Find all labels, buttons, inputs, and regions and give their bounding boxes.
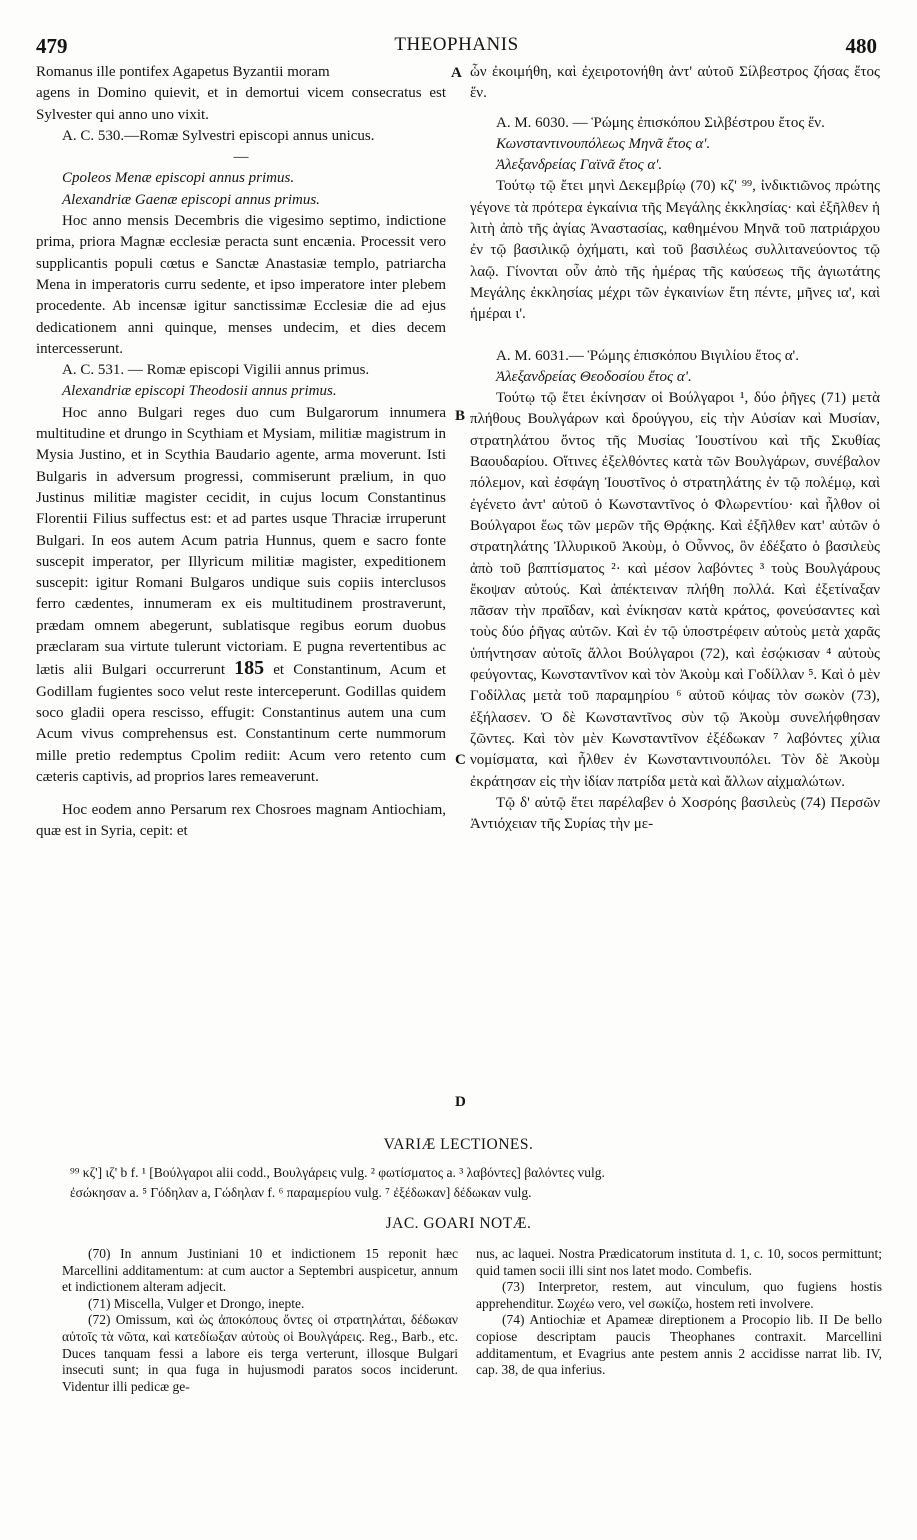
marginal-number-185: 185 [234,657,265,680]
margin-letter-d: D [455,1094,466,1110]
variae-lectiones [70,1163,870,1203]
variae-lectiones-title: VARIÆ LECTIONES. [383,1136,534,1153]
latin-paragraph-chosroes: Hoc eodem anno Persarum rex Chosroes magnam Antiochiam, quæ est in Syria, cepit: et [36,802,446,840]
latin-dash: — [233,149,249,166]
greek-paragraph-chosroes: Τῷ δ' αὐτῷ ἔτει παρέλαβεν ὁ Χοσρόης βασιλεὺς (74) Περσῶν Ἀντιόχειαν τῆς Συρίας τὴν με- [470,794,880,833]
page-number-right: 480 [845,34,877,58]
latin-heading-theodosii: Alexandriæ episcopi Theodosii annus primus. [62,383,337,400]
latin-paragraph-bulgari: Hoc anno Bulgari reges duo cum Bulgarorum innumera multitudine et drungo in Scythiam et Mysiam, militiæ magistrum in Mysia Justino, et in Scythia Baudario agente, arma moverunt. Isti Bulgaris in adversum progressi, commiserunt prælium, in quo Justinus militiæ magister cecidit, in cujus locum Constantinus Florentii Filius suffectus est: et ad partes usque Thraciæ irruperunt Bulgari. In eos autem Acum patria Hunnus, quem e sacro fonte suscepit imperator, per Illyricum militiæ magister, expeditionem suscepit: igitur Romani Bulgaros undique suis copiis interclusos ferro cædentes, innumeram ex eis multitudinem prostraverunt, prædam omnem abegerunt, sublatisque regibus eorum duobus præclaram sua virtute tulerunt victoriam. E pugna revertentibus ac lætis alii Bulgari occurrerunt 185 et Constantinum, Acum et Godillam fugientes soco velut reste interceperunt. Godillas quidem soco gladii opera rescisso, effugit: Constantinus autem una cum Acum vivus comprehensus est. Constantinum certe nummorum mille pretio redemptus Cpolim rediit: Acum vero retento cum cæteris captivis, ad proprios lares remeaverunt. [36,404,447,785]
latin-para-0: agens in Domino quievit, et in demortui vicem consecratus est Sylvester qui anno uno vixit. [36,85,446,123]
note-72-cont: nus, ac laquei. Nostra Prædicatorum instituta d. 1, c. 10, socos permittunt; quid tamen socii illi sint nos latet modo. Combefis. [476,1246,882,1278]
latin-paragraph-encaenia: Hoc anno mensis Decembris die vigesimo septimo, indictione prima, priora Magnæ ecclesiæ peracta sunt encænia. Processit vero supplicantis populi cœtus e Sanctæ Anastasiæ templo, patriarcha Mena in imperatoris curru sedente, et ipso imperatore inter plebem procedente. Ab incensæ igitur sanctissimæ Ecclesiæ die ad ejus dedicationem anni quinque, menses undecim, et dies decem intercesserunt. [36,213,446,357]
margin-letter-a: A [451,65,462,81]
latin-heading-cpoleos: Cpoleos Menæ episcopi annus primus. [62,170,295,187]
variae-line-1: ⁹⁹ κζ'] ιζ' b f. ¹ [Βούλγαροι alii codd., Βουλγάρεις vulg. ² φωτίσματος a. ³ λαβόντες] βαλόντες vulg. [70,1165,605,1180]
variae-line-2: ἐσώκησαν a. ⁵ Γόδηλαν a, Γώδηλαν f. ⁶ παραμερίου vulg. ⁷ ἐξέδωκαν] δέδωκαν vulg. [70,1185,532,1200]
latin-heading-531: A. C. 531. — Romæ episcopi Vigilii annus primus. [62,362,370,379]
latin-heading-alexandria: Alexandriæ Gaenæ episcopi annus primus. [62,191,320,208]
greek-paragraph-encaenia: Τούτῳ τῷ ἔτει μηνὶ Δεκεμβρίῳ (70) κζ' ⁹⁹, ἰνδικτιῶνος πρώτης γέγονε τὰ πρότερα ἐγκαίνια τῆς Μεγάλης ἐκκλησίας· καὶ ἐξῆλθεν ἡ λιτὴ ἀπὸ τῆς ἁγίας Ἀναστασίας, καθημένου Μηνᾶ τοῦ πατριάρχου ἐν τῷ βασιλικῷ ὀχήματι, καὶ τοῦ βασιλέως συλλιτανεύοντος τῷ λαῷ. Γίνονται οὖν ἀπὸ τῆς ἡμέρας τῆς καύσεως τῆς ἁγιωτάτης Μεγάλης ἐκκλησίας μέχρι τῶν ἐγκαινίων ἔτη πέντε, μῆνες ια', καὶ ἡμέραι ι'. [470,178,880,323]
latin-column [36,62,446,843]
margin-letter-c: C [455,752,466,768]
notes-left-column [62,1246,458,1395]
greek-column [470,62,880,835]
latin-line-0: Romanus ille pontifex Agapetus Byzantii moram [36,64,330,80]
greek-paragraph-bulgari: Τούτῳ τῷ ἔτει ἐκίνησαν οἱ Βούλγαροι ¹, δύο ῥῆγες (71) μετὰ πλήθους Βουλγάρων καὶ δρούγγου, εἰς τὴν Αὐσίαν καὶ Μυσίαν, στρατηλάτου ὄντος τῆς Μυσίας Ἰουστίνου καὶ τῆς Σκυθίας Βαουδαρίου. Οἵτινες ἐξελθόντες κατὰ τῶν Βουλγάρων, συνέβαλον πόλεμον, καὶ ἐσφάγη Ἰουστῖνος ὁ στρατηλάτης ἐν τῷ πολέμῳ, καὶ ἐγένετο ἀντ' αὐτοῦ ὁ Κωνσταντῖνος ὁ Φλωρεντίου· καὶ ἦλθον οἱ Βούλγαροι ἕως τῶν μερῶν τῆς Θρᾴκης. Καὶ ἐξῆλθεν κατ' αὐτῶν ὁ στρατηλάτης Ἰλλυρικοῦ Ἀκοὺμ, ὁ Οὖννος, ὃν ἐδέξατο ὁ βασιλεὺς ἀπὸ τοῦ βαπτίσματος ²· καὶ μέσον λαβόντες ³ τοὺς Βουλγάρους ἔκοψαν αὐτούς. Καὶ ἀπέκτειναν πλήθη πολλά. Καὶ ἐξετίναξαν πᾶσαν τὴν πραῖδαν, καὶ ἐνίκησαν κατὰ κράτος, φονεύσαντες καὶ τοὺς δύο ῥῆγας αὐτῶν. Καὶ ἐν τῷ ὑποστρέφειν αὐτοὺς μετὰ χαρᾶς ὑπήντησαν αὐτοῖς ἄλλοι Βούλγαροι (72), καὶ ἐσῴκισαν ⁴ αὐτοὺς φεύγοντας, Κωνσταντῖνον καὶ τὸν Ἀκοὺμ καὶ Γοδίλλαν ⁵. Καὶ ὁ μὲν Γοδίλλας μετὰ τοῦ παραμηρίου ⁶ αὐτοῦ κόψας τὸν σωκὸν (73), ἐξήλασεν. Ὁ δὲ Κωνσταντῖνος σὺν τῷ Ἀκοὺμ συνελήφθησαν ζῶντες. Καὶ τὸν μὲν Κωνσταντῖνον ἐξέδωκαν ⁷ λαβόντες χίλια νομίσματα, καὶ ἦλθεν ἐν Κωνσταντινουπόλει. Τὸν δὲ Ἀκοὺμ ἐκράτησαν εἰς τὴν ἰδίαν πατρίδα μετὰ καὶ ἄλλων αἰχμαλώτων. [470,390,880,790]
notes-right-column [476,1246,882,1379]
greek-heading-6030: A. M. 6030. — Ῥώμης ἐπισκόπου Σιλβέστρου ἔτος ἕν. [496,114,825,131]
note-74: (74) Antiochiæ et Apameæ direptionem a Procopio lib. II De bello copiose descriptam paucis Theophanes contraxit. Marcellini additamentum, et Evagrius ante pestem annis 2 accidisse narrat lib. IV, cap. 38, de qua inferius. [476,1312,882,1378]
note-72: (72) Omissum, καὶ ὡς ἀποκόπους ὄντες οἱ στρατηλάται, δέδωκαν αὐτοῖς τὰ νῶτα, καὶ κατεδίωξαν αὐτοὺς οἱ Βουλγάρεις. Reg., Barb., etc. Duces tanquam fessi a labore eis terga verterunt, illosque Bulgari insecuti sunt; in qua fuga in hujusmodi paratos socos inciderunt. Videntur illi pedicæ ge- [62,1312,458,1394]
note-71: (71) Miscella, Vulger et Drongo, inepte. [88,1295,305,1311]
margin-letter-b: B [455,408,466,424]
greek-line-0: ὧν ἐκοιμήθη, καὶ ἐχειροτονήθη ἀντ' αὐτοῦ Σίλβεστρος ζήσας ἔτος ἕν. [470,64,880,102]
greek-heading-theodosii: Ἀλεξανδρείας Θεοδοσίου ἔτος α'. [496,368,692,385]
latin-heading-530: A. C. 530.—Romæ Sylvestri episcopi annus unicus. [62,127,375,144]
greek-heading-alexandria: Ἀλεξανδρείας Γαϊνᾶ ἔτος α'. [496,157,663,174]
running-header [36,34,877,64]
greek-heading-6031: A. M. 6031.— Ῥώμης ἐπισκόπου Βιγιλίου ἔτος α'. [496,347,800,364]
notes-title: JAC. GOARI NOTÆ. [385,1215,532,1232]
greek-heading-cpolis: Κωνσταντινουπόλεως Μηνᾶ ἔτος α'. [496,135,711,152]
running-title: THEOPHANIS [394,34,519,55]
note-73: (73) Interpretor, restem, aut vinculum, quo fugiens hostis apprehenditur. Σωχέω vero, vel σωκίζω, hostem reti involvere. [476,1279,882,1311]
page-number-left: 479 [36,34,68,58]
note-70: (70) In annum Justiniani 10 et indictionem 15 reponit hæc Marcellini additamentum: at cum auctor a Septembri auspicetur, annum et indictionem alteram adjecit. [62,1246,458,1295]
